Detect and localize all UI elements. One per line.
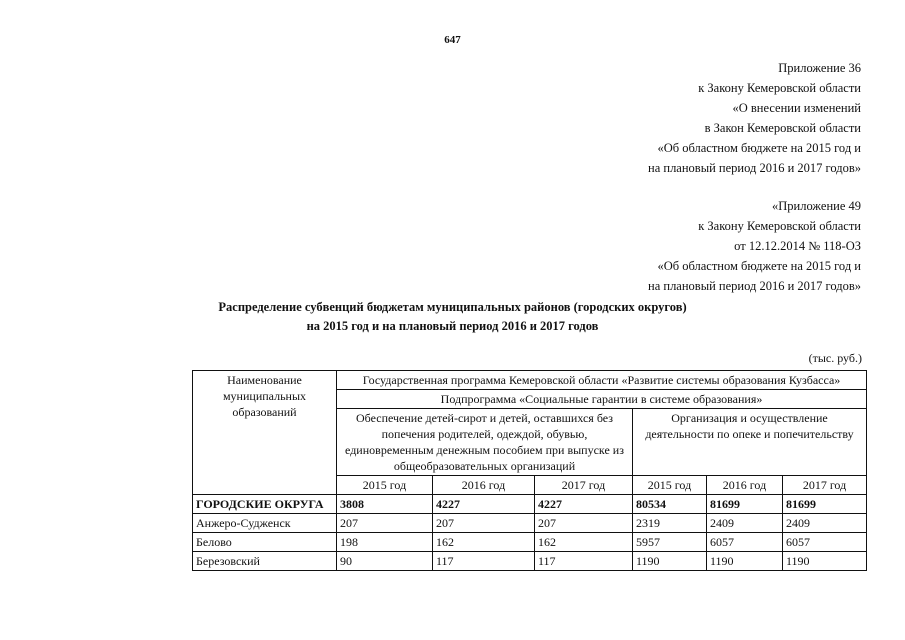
- header-year: 2016 год: [707, 476, 783, 495]
- appendix-line: «Об областном бюджете на 2015 год и: [657, 141, 861, 155]
- subventions-table: [192, 370, 867, 571]
- row-name: Березовский: [193, 552, 337, 571]
- row-value: 81699: [783, 495, 867, 514]
- header-guardianship: Организация и осуществление деятельности по опеке и попечительству: [633, 409, 867, 476]
- row-value: 1190: [783, 552, 867, 571]
- table-row: [193, 514, 867, 533]
- row-value: 207: [535, 514, 633, 533]
- row-value: 5957: [633, 533, 707, 552]
- appendix-line: на плановый период 2016 и 2017 годов»: [648, 161, 861, 175]
- header-year: 2015 год: [337, 476, 433, 495]
- row-value: 4227: [535, 495, 633, 514]
- row-value: 1190: [633, 552, 707, 571]
- row-value: 6057: [707, 533, 783, 552]
- units-label: (тыс. руб.): [808, 351, 862, 365]
- document-title-line: на 2015 год и на плановый период 2016 и 2017 годов: [306, 319, 599, 333]
- header-municipality-name: Наименование муниципальных образований: [193, 371, 337, 495]
- appendix-line: к Закону Кемеровской области: [698, 219, 861, 233]
- document-title: [0, 298, 905, 336]
- header-year: 2015 год: [633, 476, 707, 495]
- appendix-line: Приложение 36: [778, 61, 861, 75]
- appendix-line: в Закон Кемеровской области: [704, 121, 861, 135]
- header-year: 2016 год: [433, 476, 535, 495]
- header-year: 2017 год: [535, 476, 633, 495]
- row-name: Анжеро-Судженск: [193, 514, 337, 533]
- row-name: ГОРОДСКИЕ ОКРУГА: [193, 495, 337, 514]
- document-title-line: Распределение субвенций бюджетам муниципальных районов (городских округов): [218, 300, 687, 314]
- row-value: 162: [535, 533, 633, 552]
- appendix-line: «О внесении изменений: [732, 101, 861, 115]
- row-value: 3808: [337, 495, 433, 514]
- row-value: 2409: [783, 514, 867, 533]
- row-value: 90: [337, 552, 433, 571]
- appendix-line: «Приложение 49: [772, 199, 861, 213]
- table-row: [193, 552, 867, 571]
- row-value: 6057: [783, 533, 867, 552]
- appendix-line: от 12.12.2014 № 118-ОЗ: [734, 239, 861, 253]
- appendix-line: к Закону Кемеровской области: [698, 81, 861, 95]
- appendix-line: на плановый период 2016 и 2017 годов»: [648, 279, 861, 293]
- header-orphans-support: Обеспечение детей-сирот и детей, оставшихся без попечения родителей, одеждой, обувью, единовременным денежным пособием при выпуске из общеобразовательных организаций: [337, 409, 633, 476]
- table-row-urban-districts: [193, 495, 867, 514]
- row-value: 2409: [707, 514, 783, 533]
- row-name: Белово: [193, 533, 337, 552]
- row-value: 4227: [433, 495, 535, 514]
- row-value: 162: [433, 533, 535, 552]
- appendix-current: [648, 58, 861, 178]
- row-value: 207: [337, 514, 433, 533]
- header-program: Государственная программа Кемеровской области «Развитие системы образования Кузбасса»: [337, 371, 867, 390]
- row-value: 117: [535, 552, 633, 571]
- row-value: 81699: [707, 495, 783, 514]
- row-value: 117: [433, 552, 535, 571]
- header-year: 2017 год: [783, 476, 867, 495]
- row-value: 1190: [707, 552, 783, 571]
- appendix-line: «Об областном бюджете на 2015 год и: [657, 259, 861, 273]
- table-row: [193, 533, 867, 552]
- page-number: 647: [444, 34, 461, 46]
- row-value: 198: [337, 533, 433, 552]
- header-subprogram: Подпрограмма «Социальные гарантии в системе образования»: [337, 390, 867, 409]
- row-value: 2319: [633, 514, 707, 533]
- row-value: 80534: [633, 495, 707, 514]
- appendix-original: [648, 196, 861, 296]
- row-value: 207: [433, 514, 535, 533]
